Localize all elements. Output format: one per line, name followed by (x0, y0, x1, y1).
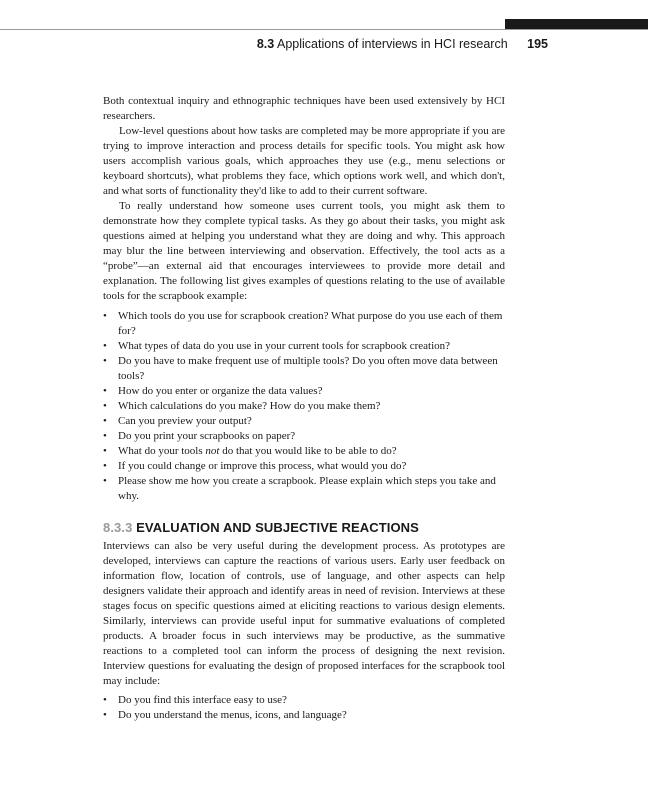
list-item: • If you could change or improve this process, what would you do? (103, 460, 407, 472)
list-item: • Do you print your scrapbooks on paper? (103, 430, 296, 442)
bullet-icon: • (103, 400, 107, 412)
list-item: • Can you preview your output? (103, 415, 252, 427)
paragraph-1: Both contextual inquiry and ethnographic techniques have been used extensively by HCI researchers. (103, 95, 505, 122)
list-item: • Do you find this interface easy to use? (103, 694, 287, 706)
bullet-icon: • (103, 355, 107, 367)
section-number: 8.3.3 (103, 520, 133, 535)
page-body (103, 94, 505, 723)
question-list-evaluation (103, 693, 505, 723)
bullet-icon: • (103, 385, 107, 397)
running-head (0, 36, 548, 52)
bullet-icon: • (103, 310, 107, 322)
list-item: • Do you have to make frequent use of multiple tools? Do you often move data between tools? (103, 355, 498, 382)
section-title: EVALUATION AND SUBJECTIVE REACTIONS (136, 520, 419, 535)
bullet-icon: • (103, 460, 107, 472)
paragraph-3: To really understand how someone uses current tools, you might ask them to demonstrate how they complete typical tasks. As they go about their tasks, you might ask questions aimed at helping you understand what they are doing and why. This approach may blur the line between interviewing and observation. Effectively, the tool acts as a “probe”—an external aid that encourages interviewees to provide more detail and explanation. The following list gives examples of questions relating to the use of available tools for the scrapbook example: (103, 200, 505, 302)
bullet-icon: • (103, 694, 107, 706)
list-item: • Please show me how you create a scrapbook. Please explain which steps you take and why. (103, 475, 496, 502)
bullet-icon: • (103, 415, 107, 427)
header-rule (0, 29, 648, 30)
emphasis: not (205, 445, 220, 457)
paragraph-2: Low-level questions about how tasks are completed may be more appropriate if you are trying to improve interaction and process details for specific tools. You might ask how users accomplish various goals, which approaches they use (e.g., menu selections or keyboard shortcuts), what problems they face, which options work well, and which don't, and what sorts of functionality they'd like to add to their current software. (103, 125, 505, 197)
paragraph-4: Interviews can also be very useful during the development process. As prototypes are developed, interviews can capture the reactions of various users. Early user feedback on information flow, location of controls, use of language, and other aspects can help designers validate their approach and identify areas in need of revision. Interviews at these stages focus on specific questions aimed at eliciting reactions to various design elements. Similarly, interviews can provide useful input for summative evaluations of completed products. A broader focus in such interviews may be productive, as the summative reactions to a completed tool can inform the process of designing the next revision. Interview questions for evaluating the design of proposed interfaces for the scrapbook tool may include: (103, 540, 505, 687)
running-head-section-number: 8.3 (256, 37, 275, 51)
bullet-icon: • (103, 430, 107, 442)
list-item: • Do you understand the menus, icons, and language? (103, 709, 347, 721)
bullet-icon: • (103, 340, 107, 352)
page-number: 195 (527, 37, 548, 51)
bullet-icon: • (103, 445, 107, 457)
list-item: • Which calculations do you make? How do you make them? (103, 400, 381, 412)
list-item: • How do you enter or organize the data values? (103, 385, 323, 397)
list-item: • Which tools do you use for scrapbook creation? What purpose do you use each of them for? (103, 310, 503, 337)
list-item: • What types of data do you use in your current tools for scrapbook creation? (103, 340, 451, 352)
bullet-icon: • (103, 475, 107, 487)
running-head-section-title: Applications of interviews in HCI research (277, 37, 508, 51)
section-heading (103, 519, 505, 536)
list-item: • What do your tools not do that you would like to be able to do? (103, 445, 397, 457)
bullet-icon: • (103, 709, 107, 721)
question-list-tools (103, 309, 505, 504)
